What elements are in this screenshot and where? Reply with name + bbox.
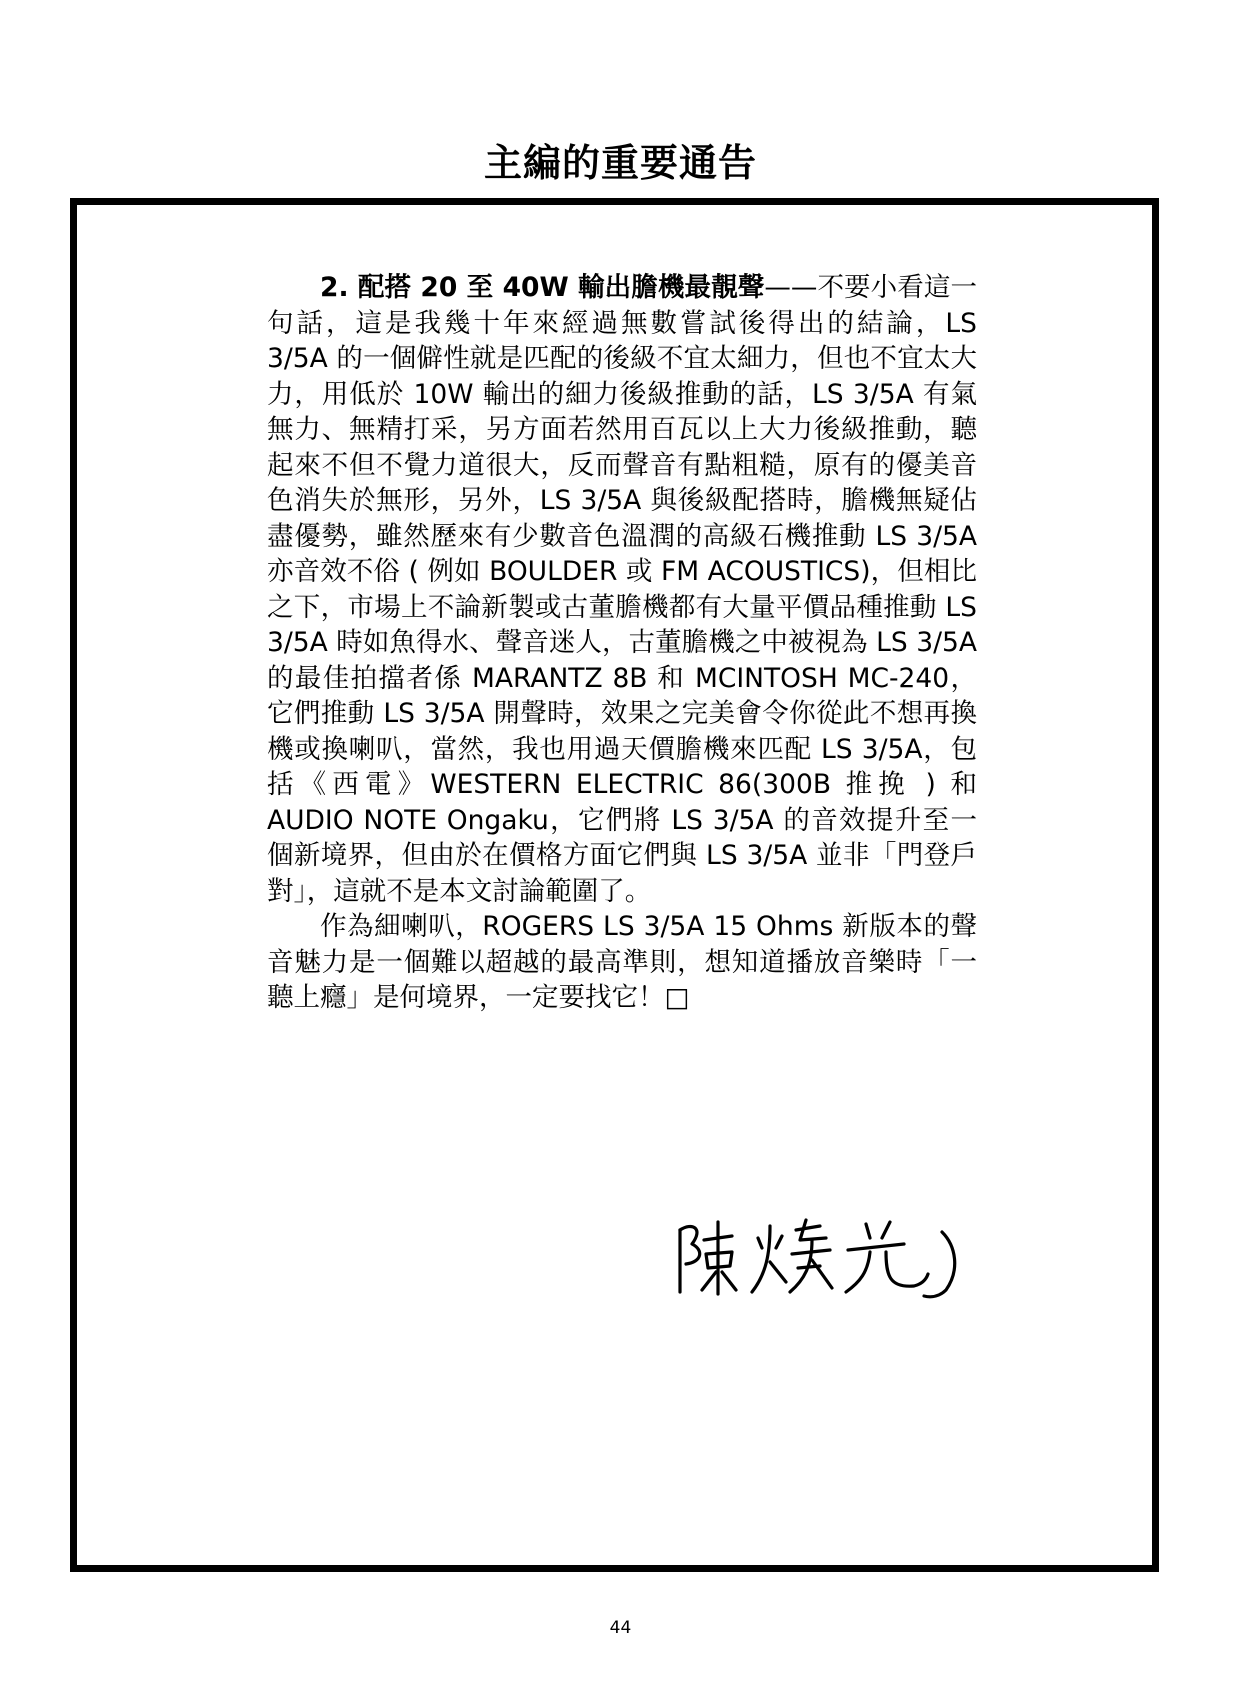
handwritten-signature xyxy=(670,1210,970,1300)
page-title: 主編的重要通告 xyxy=(483,140,757,185)
article-paragraph xyxy=(267,270,977,909)
paragraph-lead: 2. 配搭 20 至 40W 輸出膽機最靚聲 xyxy=(320,272,765,303)
article-body xyxy=(267,270,977,1016)
page-number: 44 xyxy=(609,1618,632,1638)
paragraph-text: 作為細喇叭，ROGERS LS 3/5A 15 Ohms 新版本的聲音魅力是一個難以超越的最高準則，想知道播放音樂時「一聽上癮」是何境界，一定要找它！□ xyxy=(267,911,977,1013)
article-paragraph xyxy=(267,909,977,1016)
paragraph-text: ——不要小看這一句話，這是我幾十年來經過無數嘗試後得出的結論，LS 3/5A 的一個僻性就是匹配的後級不宜太細力，但也不宜太大力，用低於 10W 輸出的細力後級推動的話，LS 3/5A 有氣無力、無精打采，另方面若然用百瓦以上大力後級推動，聽起來不但不覺力道很大，反而聲音有點粗糙，原有的優美音色消失於無形，另外，LS 3/5A 與後級配搭時，膽機無疑佔盡優勢，雖然歷來有少數音色溫潤的高級石機推動 LS 3/5A 亦音效不俗 ( 例如 BOULDER 或 FM ACOUSTICS)，但相比之下，市場上不論新製或古董膽機都有大量平價品種推動 LS 3/5A 時如魚得水、聲音迷人，古董膽機之中被視為 LS 3/5A 的最佳拍擋者係 MARANTZ 8B 和 MCINTOSH MC-240，它們推動 LS 3/5A 開聲時，效果之完美會令你從此不想再換機或換喇叭，當然，我也用過天價膽機來匹配 LS 3/5A，包括《西電》WESTERN ELECTRIC 86(300B 推挽 ) 和 AUDIO NOTE Ongaku，它們將 LS 3/5A 的音效提升至一個新境界，但由於在價格方面它們與 LS 3/5A 並非「門登戶對」，這就不是本文討論範圍了。 xyxy=(267,272,978,907)
